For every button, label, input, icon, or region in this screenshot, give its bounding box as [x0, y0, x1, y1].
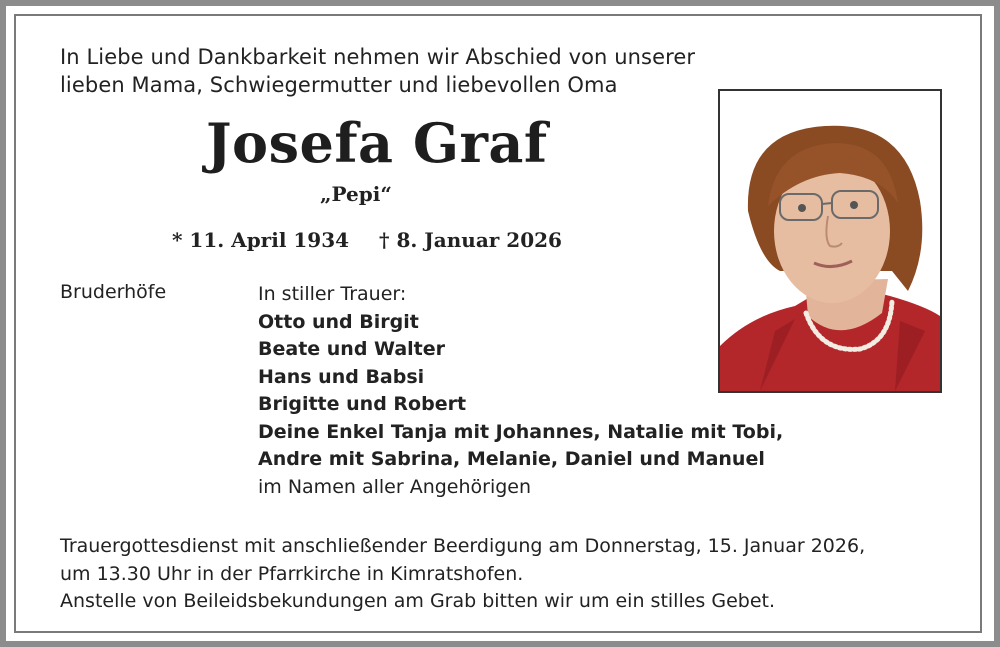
place-of-residence: Bruderhöfe: [60, 281, 167, 303]
mourner-line: Deine Enkel Tanja mit Johannes, Natalie mit Tobi,: [258, 420, 784, 443]
mourner-line: Brigitte und Robert: [258, 393, 467, 415]
mourners-block: [258, 281, 783, 501]
birth-date: * 11. April 1934: [172, 228, 350, 252]
mourners-heading: In stiller Trauer:: [258, 283, 407, 305]
intro-line-1: In Liebe und Dankbarkeit nehmen wir Abschied von unserer: [60, 45, 696, 69]
nickname: „Pepi“: [320, 182, 392, 206]
mourner-line: Hans und Babsi: [258, 365, 425, 388]
intro-line-2: lieben Mama, Schwiegermutter und liebevollen Oma: [60, 73, 618, 97]
death-date: † 8. Januar 2026: [379, 228, 562, 252]
notice-outer-frame: [6, 6, 994, 641]
mourner-line: Andre mit Sabrina, Melanie, Daniel und Manuel: [258, 448, 765, 470]
portrait-illustration: [720, 91, 940, 391]
portrait-photo: [718, 89, 942, 393]
mourners-closing: im Namen aller Angehörigen: [258, 475, 532, 498]
service-line-1: Trauergottesdienst mit anschließender Beerdigung am Donnerstag, 15. Januar 2026,: [60, 535, 866, 557]
notice-border: [14, 14, 982, 633]
life-dates: [172, 228, 562, 252]
mourner-line: Otto und Birgit: [258, 310, 419, 333]
deceased-name: Josefa Graf: [206, 111, 548, 175]
mourner-line: Beate und Walter: [258, 338, 445, 360]
service-line-2: um 13.30 Uhr in der Pfarrkirche in Kimratshofen.: [60, 562, 524, 585]
service-line-3: Anstelle von Beileidsbekundungen am Grab bitten wir um ein stilles Gebet.: [60, 590, 776, 612]
intro-text: [60, 43, 695, 99]
service-info: [60, 533, 865, 616]
